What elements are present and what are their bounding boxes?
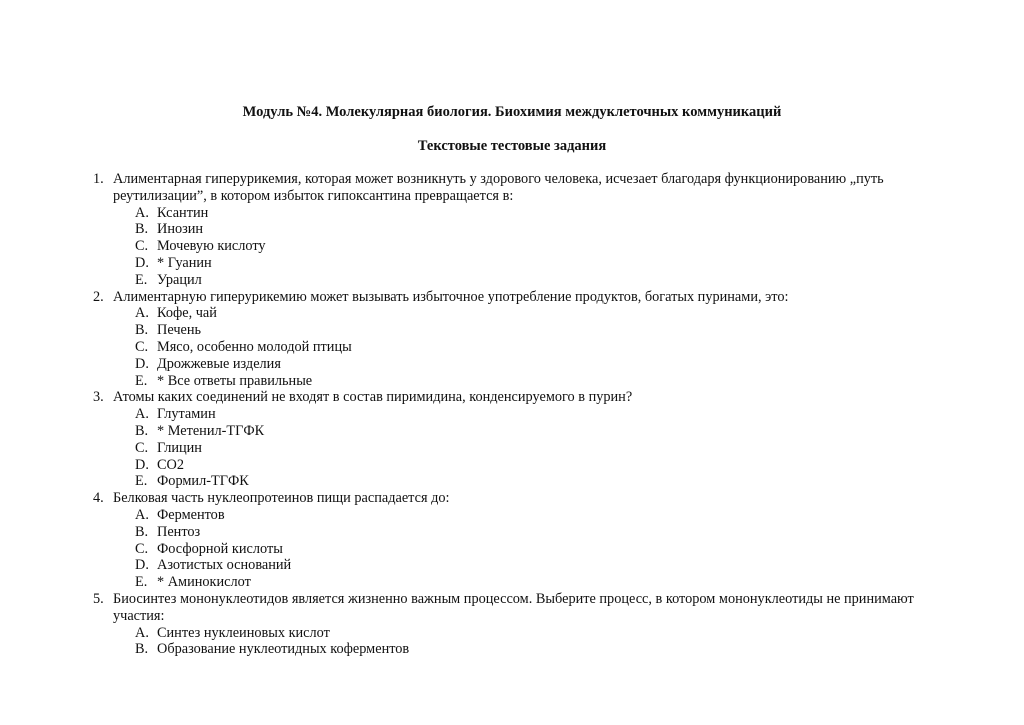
answer-option [93,373,953,390]
option-text: Глицин [157,439,202,456]
answer-option [93,574,953,591]
answer-option [93,440,953,457]
question-text: Биосинтез мононуклеотидов является жизненно важным процессом. Выберите процесс, в котором мононуклеотиды не принимают участия: [113,590,914,624]
option-letter: C. [135,338,149,355]
answer-option [93,322,953,339]
option-text: * Гуанин [157,254,212,271]
option-letter: D. [135,254,149,271]
answer-option [93,473,953,490]
option-letter: D. [135,355,149,372]
option-letter: E. [135,574,148,591]
answer-option [93,557,953,574]
question-text: Белковая часть нуклеопротеинов пищи распадается до: [113,490,450,507]
option-text: Ферментов [157,506,225,523]
option-letter: C. [135,439,149,456]
option-text: Инозин [157,221,204,238]
option-text: * Аминокислот [157,574,251,591]
document-subtitle: Текстовые тестовые задания [417,138,607,154]
option-letter: E. [135,271,148,288]
option-text: Синтез нуклеиновых кислот [157,624,330,641]
option-text: CO2 [157,456,185,473]
option-letter: A. [135,204,149,221]
answer-option [93,457,953,474]
answer-option [93,221,953,238]
answer-option [93,641,953,658]
answer-option [93,205,953,222]
option-letter: C. [135,238,149,255]
question-text: Алиментарную гиперурикемию может вызывать избыточное употребление продуктов, богатых пуринами, это: [113,288,789,305]
answer-option [93,406,953,423]
question-text: Атомы каких соединений не входят в состав пиримидина, конденсируемого в пурин? [113,389,633,406]
answer-option [93,255,953,272]
option-letter: B. [135,523,149,540]
option-text: * Все ответы правильные [157,372,313,389]
question-number: 3. [93,389,104,406]
option-text: Урацил [157,271,202,288]
option-text: Мочевую кислоту [157,238,266,255]
option-text: Образование нуклеотидных коферментов [157,641,410,658]
option-text: Пентоз [157,523,201,540]
option-letter: E. [135,473,148,490]
option-letter: B. [135,221,149,238]
answer-option [93,272,953,289]
option-letter: B. [135,322,149,339]
question-item [93,289,953,306]
answer-option [93,339,953,356]
option-text: Азотистых оснований [157,557,292,574]
question-number: 4. [93,490,104,507]
option-letter: B. [135,422,149,439]
answer-option [93,305,953,322]
answer-option [93,541,953,558]
option-text: Ксантин [157,204,209,221]
answer-option [93,524,953,541]
document-title: Модуль №4. Молекулярная биология. Биохимия междуклеточных коммуникаций [242,104,782,120]
option-text: Формил-ТГФК [157,473,249,490]
question-text: Алиментарная гиперурикемия, которая может возникнуть у здорового человека, исчезает благодаря функционированию „путь реутилизации”, в котором избыток гипоксантина превращается в: [113,171,884,204]
question-list [93,171,953,658]
answer-option [93,625,953,642]
option-letter: A. [135,305,149,322]
option-letter: D. [135,557,149,574]
answer-option [93,356,953,373]
option-letter: A. [135,506,149,523]
option-letter: B. [135,641,149,658]
option-text: Мясо, особенно молодой птицы [157,338,352,355]
question-number: 5. [93,590,104,607]
option-text: Печень [157,322,202,339]
question-item [93,490,953,507]
option-text: Кофе, чай [157,305,217,322]
question-number: 1. [93,171,104,187]
option-text: Дрожжевые изделия [157,355,281,372]
option-letter: E. [135,372,148,389]
option-letter: A. [135,406,149,423]
option-letter: D. [135,456,149,473]
question-item [93,591,953,625]
question-item [93,171,953,205]
option-text: * Метенил-ТГФК [157,422,265,439]
question-number: 2. [93,288,104,305]
option-letter: A. [135,624,149,641]
answer-option [93,423,953,440]
option-text: Фосфорной кислоты [157,540,283,557]
answer-option [93,507,953,524]
option-letter: C. [135,540,149,557]
question-item [93,389,953,406]
option-text: Глутамин [157,406,216,423]
answer-option [93,238,953,255]
